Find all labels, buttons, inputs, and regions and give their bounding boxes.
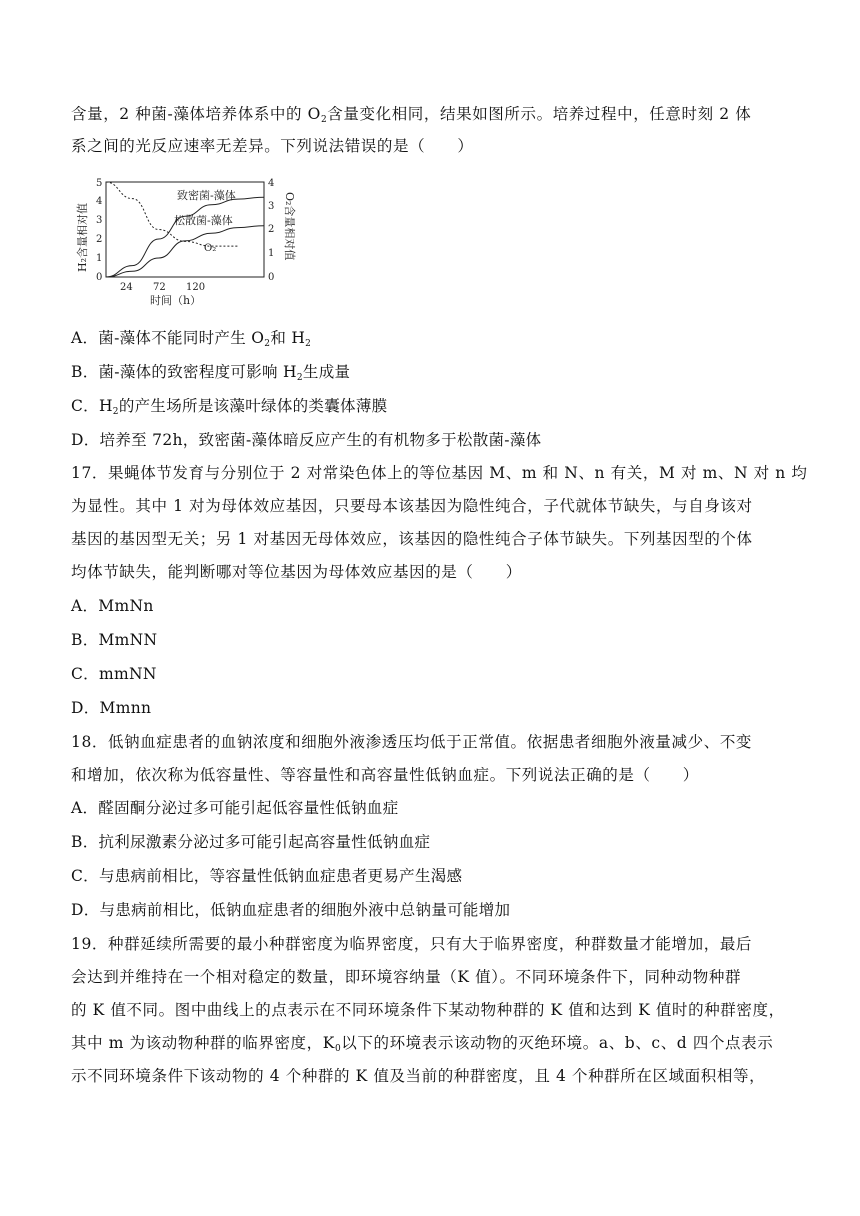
q16-stem-line-1: 含量，2 种菌-藻体培养体系中的 $O_2$含量变化相同，结果如图所示。培养过程中，任意时刻 2 体 [71,105,752,125]
q16-option-c[interactable]: C．$H_2$的产生场所是该藻叶绿体的类囊体薄膜 [71,397,388,417]
right-tick-4: 4 [268,178,275,189]
left-tick-4: 4 [96,196,103,207]
q18-option-d[interactable]: D．与患病前相比，低钠血症患者的细胞外液中总钠量可能增加 [71,901,511,919]
right-tick-2: 2 [268,224,275,235]
left-tick-0: 0 [96,272,103,283]
q19-stem-line-2: 会达到并维持在一个相对稳定的数量，即环境容纳量（K 值）。不同环境条件下，同种动物种群 [71,968,742,986]
left-tick-1: 1 [96,253,103,264]
q17-stem-line-4: 均体节缺失，能判断哪对等位基因为母体效应基因的是（ ） [71,563,522,581]
q17-stem-line-3: 基因的基因型无关；另 1 对基因无母体效应，该基因的隐性纯合子体节缺失。下列基因型的个体 [71,530,753,548]
dense-curve-label: 致密菌-藻体 [177,189,236,202]
q18-option-a[interactable]: A．醛固酮分泌过多可能引起低容量性低钠血症 [71,799,399,817]
q17-option-c[interactable]: C．mmNN [71,665,157,683]
q17-stem-line-2: 为显性。其中 1 对为母体效应基因，只要母本该基因为隐性纯合，子代就体节缺失，与自身该对 [71,497,753,515]
q16-option-b[interactable]: B．菌-藻体的致密程度可影响 $H_2$生成量 [71,363,351,383]
q19-stem-line-5: 示不同环境条件下该动物的 4 个种群的 K 值及当前的种群密度，且 4 个种群所在区域面积相等， [71,1067,766,1085]
x-tick-120: 120 [186,282,206,293]
right-tick-0: 0 [268,272,275,283]
q19-stem-line-1: 19．种群延续所需要的最小种群密度为临界密度，只有大于临界密度，种群数量才能增加，最后 [71,935,753,953]
x-axis-label: 时间（h） [150,294,202,307]
left-tick-2: 2 [96,234,103,245]
x-tick-24: 24 [120,282,133,293]
left-axis-label: H₂含量相对值 [76,202,89,272]
q18-stem-line-2: 和增加，依次称为低容量性、等容量性和高容量性低钠血症。下列说法正确的是（ ） [71,766,699,784]
h2-o2-line-chart [74,172,294,312]
q17-option-d[interactable]: D．Mmnn [71,699,152,717]
q19-stem-line-3: 的 K 值不同。图中曲线上的点表示在不同环境条件下某动物种群的 K 值和达到 K 值时的种群密度， [71,1001,785,1019]
q19-stem-line-4: 其中 m 为该动物种群的临界密度，$K_0$以下的环境表示该动物的灭绝环境。a、b、c、d 四个点表示 [71,1034,774,1054]
q16-option-d[interactable]: D．培养至 72h，致密菌-藻体暗反应产生的有机物多于松散菌-藻体 [71,431,542,449]
q17-option-a[interactable]: A．MmNn [71,597,154,615]
right-tick-1: 1 [268,248,275,259]
q16-option-a[interactable]: A．菌-藻体不能同时产生 $O_2$和 $H_2$ [71,329,312,349]
right-tick-3: 3 [268,201,275,212]
q16-stem-line-2: 系之间的光反应速率无差异。下列说法错误的是（ ） [71,137,474,155]
loose-curve-label: 松散菌-藻体 [174,214,233,227]
series-line-0 [106,197,264,277]
right-axis-label: O₂含量相对值 [283,192,296,261]
o2-curve-label: O₂ [204,243,217,254]
q18-option-b[interactable]: B．抗利尿激素分泌过多可能引起高容量性低钠血症 [71,833,431,851]
left-tick-5: 5 [96,178,103,189]
q17-stem-line-1: 17．果蝇体节发育与分别位于 2 对常染色体上的等位基因 M、m 和 N、n 有关，M 对 m、N 对 n 均 [71,464,808,482]
q18-stem-line-1: 18．低钠血症患者的血钠浓度和细胞外液渗透压均低于正常值。依据患者细胞外液量减少、不变 [71,733,753,751]
left-tick-3: 3 [96,215,103,226]
q17-option-b[interactable]: B．MmNN [71,631,158,649]
q18-option-c[interactable]: C．与患病前相比，等容量性低钠血症患者更易产生渴感 [71,867,463,885]
x-tick-72: 72 [153,282,166,293]
series-line-1 [106,226,264,277]
